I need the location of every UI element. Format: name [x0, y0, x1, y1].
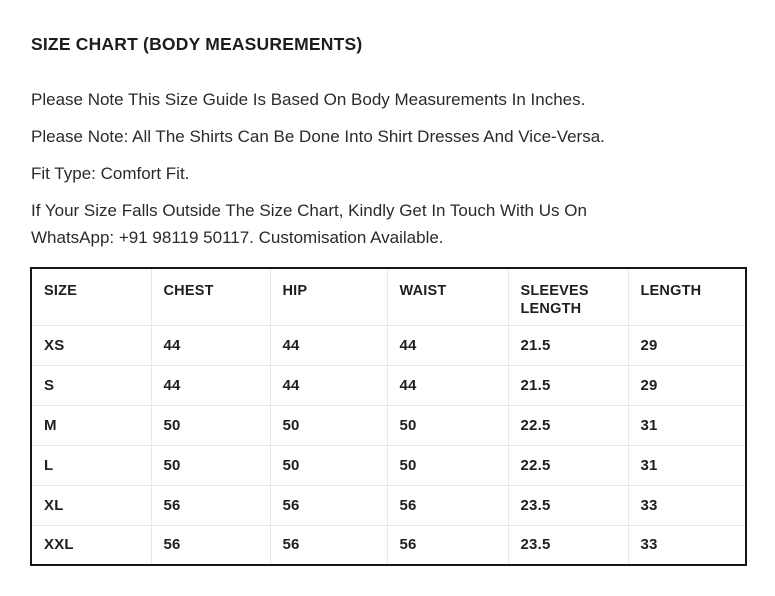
- column-header-size: SIZE: [31, 268, 151, 325]
- sleeves-length-cell: 21.5: [508, 365, 628, 405]
- size-chart-table: [30, 267, 747, 566]
- chest-cell: 56: [151, 485, 270, 525]
- size-cell: S: [31, 365, 151, 405]
- table-row-xs: [31, 325, 746, 365]
- sleeves-length-cell: 22.5: [508, 445, 628, 485]
- note-fit-type: Fit Type: Comfort Fit.: [31, 164, 190, 183]
- hip-cell: 56: [270, 525, 387, 565]
- column-header-hip: HIP: [270, 268, 387, 325]
- hip-cell: 50: [270, 445, 387, 485]
- column-header-length: LENGTH: [628, 268, 746, 325]
- waist-cell: 50: [387, 405, 508, 445]
- waist-cell: 56: [387, 525, 508, 565]
- hip-cell: 44: [270, 325, 387, 365]
- hip-cell: 44: [270, 365, 387, 405]
- size-cell: XL: [31, 485, 151, 525]
- waist-cell: 44: [387, 325, 508, 365]
- page-title: SIZE CHART (BODY MEASUREMENTS): [31, 34, 363, 54]
- chest-cell: 50: [151, 445, 270, 485]
- note-shirt-dresses: Please Note: All The Shirts Can Be Done Into Shirt Dresses And Vice-Versa.: [31, 127, 605, 146]
- column-header-sleeves-length: SLEEVES LENGTH: [508, 268, 628, 325]
- size-cell: XXL: [31, 525, 151, 565]
- waist-cell: 50: [387, 445, 508, 485]
- column-header-chest: CHEST: [151, 268, 270, 325]
- length-cell: 33: [628, 485, 746, 525]
- hip-cell: 56: [270, 485, 387, 525]
- waist-cell: 56: [387, 485, 508, 525]
- chest-cell: 44: [151, 365, 270, 405]
- length-cell: 29: [628, 325, 746, 365]
- size-cell: M: [31, 405, 151, 445]
- note-measurements-in-inches: Please Note This Size Guide Is Based On Body Measurements In Inches.: [31, 90, 586, 109]
- note-contact-whatsapp: If Your Size Falls Outside The Size Chart, Kindly Get In Touch With Us On WhatsApp: +91 98119 50117. Customisation Available.: [31, 201, 587, 247]
- table-row-s: [31, 365, 746, 405]
- length-cell: 29: [628, 365, 746, 405]
- table-row-xl: [31, 485, 746, 525]
- table-row-m: [31, 405, 746, 445]
- column-header-waist: WAIST: [387, 268, 508, 325]
- size-cell: XS: [31, 325, 151, 365]
- table-row-xxl: [31, 525, 746, 565]
- size-cell: L: [31, 445, 151, 485]
- table-row-l: [31, 445, 746, 485]
- sleeves-length-cell: 22.5: [508, 405, 628, 445]
- waist-cell: 44: [387, 365, 508, 405]
- chest-cell: 56: [151, 525, 270, 565]
- chest-cell: 44: [151, 325, 270, 365]
- length-cell: 31: [628, 405, 746, 445]
- hip-cell: 50: [270, 405, 387, 445]
- sleeves-length-cell: 21.5: [508, 325, 628, 365]
- chest-cell: 50: [151, 405, 270, 445]
- sleeves-length-cell: 23.5: [508, 485, 628, 525]
- length-cell: 31: [628, 445, 746, 485]
- sleeves-length-cell: 23.5: [508, 525, 628, 565]
- length-cell: 33: [628, 525, 746, 565]
- header-row: [31, 268, 746, 325]
